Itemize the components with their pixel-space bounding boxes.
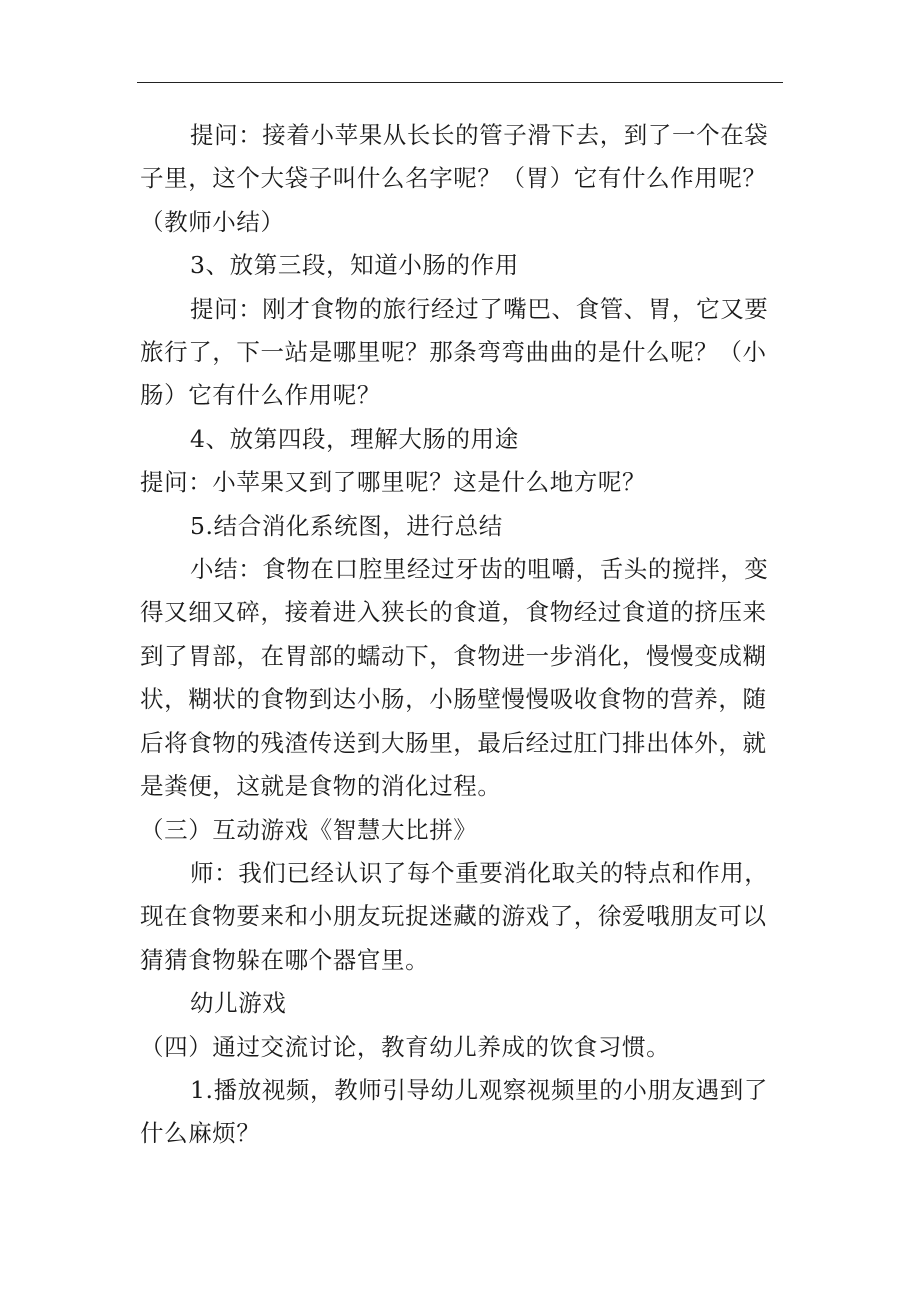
text-line: 1.播放视频，教师引导幼儿观察视频里的小朋友遇到了 bbox=[190, 1075, 768, 1104]
text-line: 师：我们已经认识了每个重要消化取关的特点和作用， bbox=[190, 858, 769, 887]
text-line: 猜猜食物躲在哪个器官里。 bbox=[140, 945, 430, 974]
text-line: 旅行了，下一站是哪里呢？那条弯弯曲曲的是什么呢？（小 bbox=[140, 338, 767, 367]
text-line: 子里，这个大袋子叫什么名字呢？（胃）它有什么作用呢？ bbox=[140, 164, 767, 193]
text-line: 现在食物要来和小朋友玩捉迷藏的游戏了，徐爱哦朋友可以 bbox=[140, 902, 767, 931]
text-line: 什么麻烦？ bbox=[140, 1119, 261, 1148]
header-rule bbox=[137, 82, 783, 83]
text-line: 3、放第三段，知道小肠的作用 bbox=[190, 251, 519, 280]
text-line: 肠）它有什么作用呢？ bbox=[140, 381, 381, 410]
text-line: 提问：小苹果又到了哪里呢？这是什么地方呢？ bbox=[140, 468, 647, 497]
text-line: （三）互动游戏《智慧大比拼》 bbox=[140, 815, 478, 844]
text-line: （教师小结） bbox=[140, 207, 285, 236]
text-line: 到了胃部，在胃部的蠕动下，食物进一步消化，慢慢变成糊 bbox=[140, 641, 767, 670]
text-line: 是粪便，这就是食物的消化过程。 bbox=[140, 772, 502, 801]
text-line: （四）通过交流讨论，教育幼儿养成的饮食习惯。 bbox=[140, 1032, 671, 1061]
text-line: 5.结合消化系统图，进行总结 bbox=[190, 511, 503, 540]
text-line: 提问：刚才食物的旅行经过了嘴巴、食管、胃，它又要 bbox=[190, 294, 769, 323]
document-body bbox=[140, 114, 790, 1156]
text-line: 提问：接着小苹果从长长的管子滑下去，到了一个在袋 bbox=[190, 121, 769, 149]
text-line: 后将食物的残渣传送到大肠里，最后经过肛门排出体外，就 bbox=[140, 728, 767, 757]
text-line: 4、放第四段，理解大肠的用途 bbox=[190, 424, 519, 453]
text-line: 幼儿游戏 bbox=[190, 989, 287, 1018]
text-line: 小结：食物在口腔里经过牙齿的咀嚼，舌头的搅拌，变 bbox=[190, 555, 769, 584]
text-line: 得又细又碎，接着进入狭长的食道，食物经过食道的挤压来 bbox=[140, 598, 767, 627]
text-line: 状，糊状的食物到达小肠，小肠壁慢慢吸收食物的营养，随 bbox=[140, 685, 767, 714]
